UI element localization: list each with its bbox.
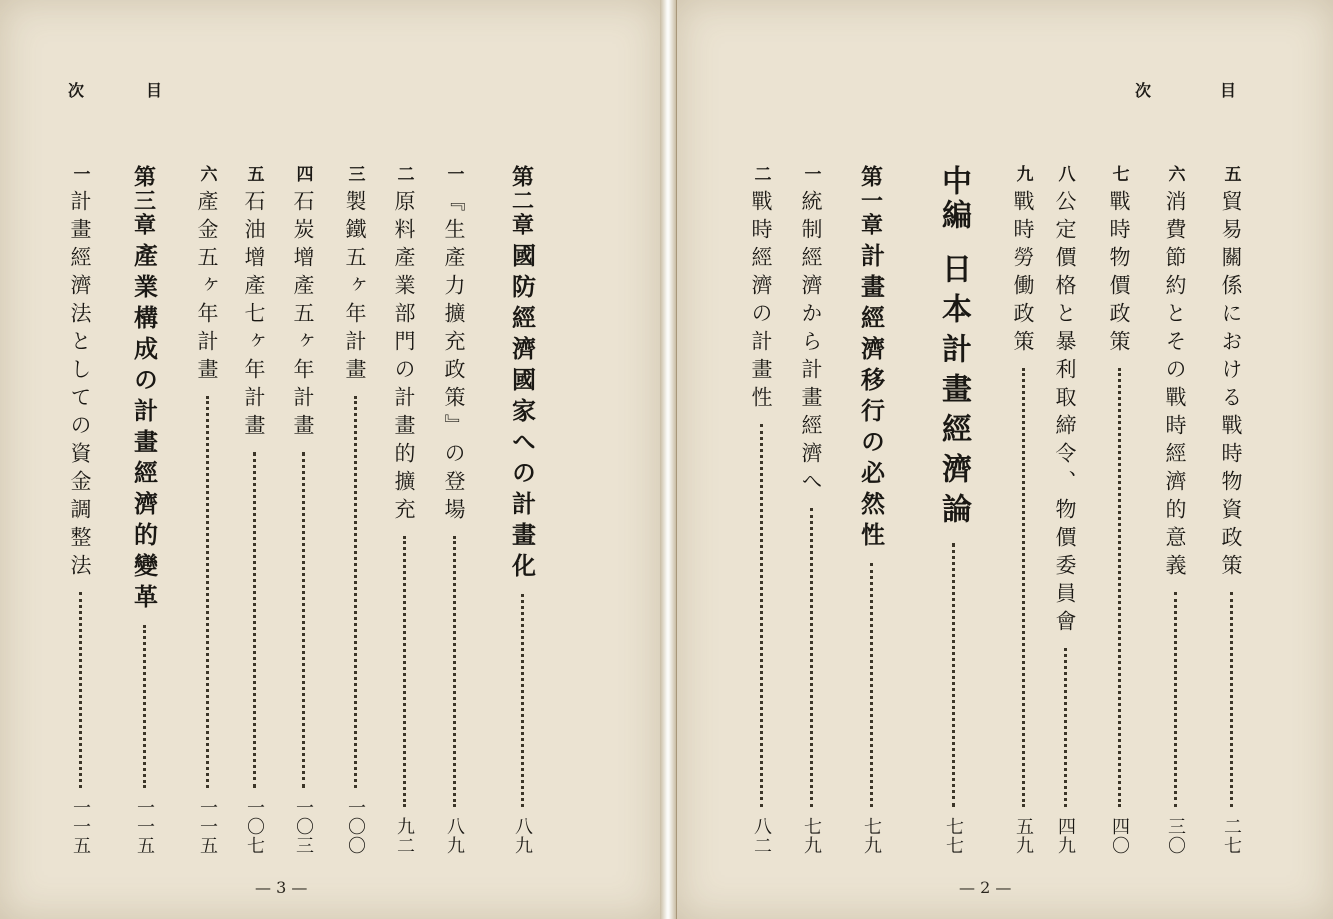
toc-entry-title: 國防經濟國家への計畫化 bbox=[507, 243, 537, 584]
toc-entry-title: 戰時勞働政策 bbox=[1011, 190, 1035, 358]
toc-entry-title: 戰時經濟の計畫性 bbox=[749, 190, 773, 414]
toc-entry-number: 第二章 bbox=[508, 165, 535, 237]
toc-entry-title: 『生產力擴充政策』の登場 bbox=[442, 190, 466, 526]
dot-leader bbox=[79, 592, 82, 788]
toc-entry bbox=[1213, 165, 1249, 855]
toc-entry bbox=[935, 165, 971, 855]
toc-entry bbox=[1005, 165, 1041, 855]
toc-entry bbox=[189, 165, 225, 855]
toc-entry-title: 消費節約とその戰時經濟的意義 bbox=[1163, 190, 1187, 582]
toc-entry bbox=[236, 165, 272, 855]
dot-leader bbox=[1118, 368, 1121, 807]
dot-leader bbox=[206, 396, 209, 788]
left-header-moku: 目 bbox=[146, 81, 163, 100]
toc-entry-title: 日本計畫經濟論 bbox=[936, 253, 971, 533]
left-page bbox=[0, 0, 661, 919]
toc-entry bbox=[1101, 165, 1137, 855]
toc-entry-number: 九 bbox=[1012, 165, 1033, 184]
toc-entry-page: 三〇 bbox=[1165, 817, 1186, 855]
toc-entry-number: 中編 bbox=[936, 165, 971, 233]
toc-entry bbox=[1157, 165, 1193, 855]
dot-leader bbox=[1174, 592, 1177, 807]
toc-entry-title: 石炭增產五ヶ年計畫 bbox=[291, 190, 315, 442]
toc-entry bbox=[504, 165, 540, 855]
toc-entry-page: 八二 bbox=[751, 817, 772, 855]
toc-entry-page: 七九 bbox=[801, 817, 822, 855]
toc-entry-title: 產業構成の計畫經濟的變革 bbox=[129, 243, 159, 615]
dot-leader bbox=[952, 543, 955, 807]
toc-entry bbox=[853, 165, 889, 855]
toc-entry bbox=[62, 165, 98, 855]
book-gutter bbox=[660, 0, 676, 919]
dot-leader bbox=[453, 536, 456, 807]
toc-entry-number: 二 bbox=[393, 165, 414, 184]
right-page bbox=[676, 0, 1333, 919]
toc-entry-number: 六 bbox=[1164, 165, 1185, 184]
toc-entry-page: 一一五 bbox=[197, 798, 218, 855]
toc-entry-number: 八 bbox=[1054, 165, 1075, 184]
right-header-moku: 目 bbox=[1220, 81, 1237, 100]
toc-entry bbox=[743, 165, 779, 855]
dot-leader bbox=[354, 396, 357, 788]
dot-leader bbox=[810, 508, 813, 807]
toc-entry-title: 統制經濟から計畫經濟へ bbox=[799, 190, 823, 498]
toc-entry-page: 七七 bbox=[943, 817, 964, 855]
dot-leader bbox=[1230, 592, 1233, 807]
right-header-ji: 次 bbox=[1135, 81, 1152, 100]
toc-entry-title: 石油增產七ヶ年計畫 bbox=[242, 190, 266, 442]
toc-entry-number: 五 bbox=[1220, 165, 1241, 184]
toc-entry-title: 計畫經濟法としての資金調整法 bbox=[68, 190, 92, 582]
toc-entry-page: 四〇 bbox=[1109, 817, 1130, 855]
dot-leader bbox=[1022, 368, 1025, 807]
toc-entry-title: 貿易關係における戰時物資政策 bbox=[1219, 190, 1243, 582]
toc-entry bbox=[1047, 165, 1083, 855]
dot-leader bbox=[302, 452, 305, 788]
toc-entry bbox=[126, 165, 162, 855]
toc-entry bbox=[793, 165, 829, 855]
toc-entry-number: 第三章 bbox=[130, 165, 157, 237]
toc-entry-page: 一〇〇 bbox=[345, 798, 366, 855]
toc-entry bbox=[386, 165, 422, 855]
toc-entry-number: 七 bbox=[1108, 165, 1129, 184]
dot-leader bbox=[1064, 648, 1067, 807]
toc-entry-title: 計畫經濟移行の必然性 bbox=[856, 243, 886, 553]
toc-entry-page: 五九 bbox=[1013, 817, 1034, 855]
toc-entry-number: 第一章 bbox=[857, 165, 884, 237]
toc-entry-number: 五 bbox=[243, 165, 264, 184]
dot-leader bbox=[403, 536, 406, 807]
toc-entry-page: 一一五 bbox=[134, 798, 155, 855]
dot-leader bbox=[521, 594, 524, 807]
toc-entry-number: 四 bbox=[292, 165, 313, 184]
toc-entry-title: 公定價格と暴利取締令、物價委員會 bbox=[1053, 190, 1077, 638]
toc-entry-page: 七九 bbox=[861, 817, 882, 855]
toc-entry-title: 產金五ヶ年計畫 bbox=[195, 190, 219, 386]
toc-entry bbox=[285, 165, 321, 855]
toc-entry bbox=[436, 165, 472, 855]
dot-leader bbox=[143, 625, 146, 788]
toc-entry-title: 原料產業部門の計畫的擴充 bbox=[392, 190, 416, 526]
toc-entry-number: 一 bbox=[800, 165, 821, 184]
left-page-number: — 3 — bbox=[255, 878, 308, 897]
toc-entry-page: 四九 bbox=[1055, 817, 1076, 855]
toc-entry-number: 三 bbox=[344, 165, 365, 184]
toc-entry-page: 一一五 bbox=[70, 798, 91, 855]
toc-entry-number: 一 bbox=[443, 165, 464, 184]
dot-leader bbox=[870, 563, 873, 807]
toc-entry-page: 八九 bbox=[444, 817, 465, 855]
toc-entry-title: 製鐵五ヶ年計畫 bbox=[343, 190, 367, 386]
toc-entry-page: 一〇三 bbox=[293, 798, 314, 855]
dot-leader bbox=[253, 452, 256, 788]
left-header-ji: 次 bbox=[68, 81, 85, 100]
toc-entry-title: 戰時物價政策 bbox=[1107, 190, 1131, 358]
toc-entry-number: 一 bbox=[69, 165, 90, 184]
right-page-number: — 2 — bbox=[959, 878, 1012, 897]
toc-entry-page: 八九 bbox=[512, 817, 533, 855]
toc-entry-page: 一〇七 bbox=[244, 798, 265, 855]
toc-entry-page: 九二 bbox=[394, 817, 415, 855]
toc-entry-number: 六 bbox=[196, 165, 217, 184]
toc-entry bbox=[337, 165, 373, 855]
toc-entry-page: 二七 bbox=[1221, 817, 1242, 855]
dot-leader bbox=[760, 424, 763, 807]
toc-entry-number: 二 bbox=[750, 165, 771, 184]
